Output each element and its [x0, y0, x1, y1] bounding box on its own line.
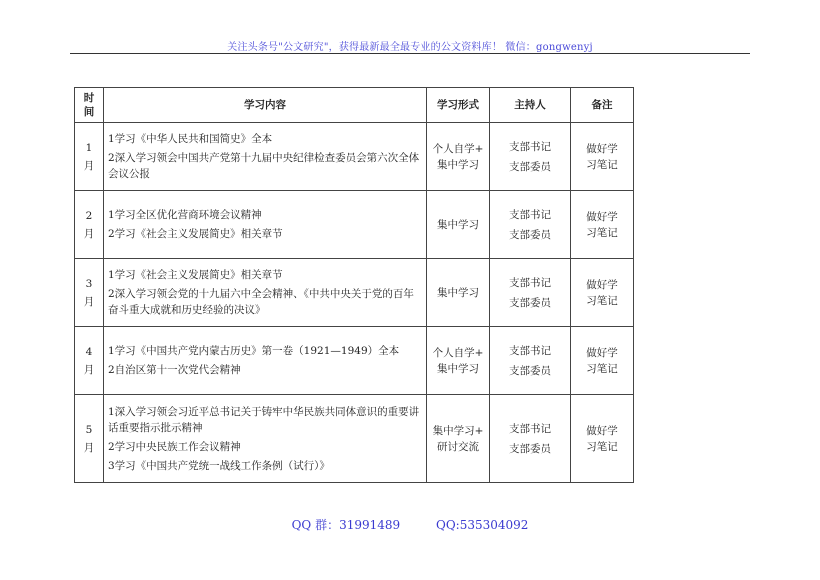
host-cell — [490, 259, 571, 327]
table-row — [75, 123, 634, 191]
header-host: 主持人 — [490, 88, 571, 123]
month-number: 2 — [85, 209, 93, 222]
header-content: 学习内容 — [104, 88, 427, 123]
month-unit: 月 — [83, 159, 95, 172]
form-line: 集中学习 — [437, 362, 479, 375]
form-line: 集中学习+ — [432, 424, 484, 437]
table-header-row — [75, 88, 634, 123]
month-unit: 月 — [83, 227, 95, 240]
month-number: 1 — [85, 141, 93, 154]
header-divider — [70, 53, 750, 54]
month-number: 5 — [85, 423, 93, 436]
host-line: 支部书记 — [509, 140, 551, 153]
content-cell — [104, 395, 427, 483]
content-item: 1学习《中国共产党内蒙古历史》第一卷（1921—1949）全本 — [108, 345, 400, 357]
note-line: 习笔记 — [586, 158, 618, 171]
month-cell — [75, 395, 104, 483]
header-banner: 关注头条号"公文研究"，获得最新最全最专业的公文资料库！ 微信：gongwenyj — [227, 42, 593, 53]
host-line: 支部书记 — [509, 422, 551, 435]
form-line: 个人自学+ — [432, 142, 484, 155]
table-row — [75, 191, 634, 259]
note-cell — [571, 395, 634, 483]
content-item: 1学习全区优化营商环境会议精神 — [108, 209, 262, 221]
form-line: 个人自学+ — [432, 346, 484, 359]
host-line: 支部委员 — [509, 228, 551, 241]
content-cell — [104, 259, 427, 327]
content-item: 1学习《社会主义发展简史》相关章节 — [108, 269, 283, 281]
note-line: 习笔记 — [586, 226, 618, 239]
form-line: 研讨交流 — [437, 440, 479, 453]
header-time — [75, 88, 104, 123]
host-cell — [490, 191, 571, 259]
study-schedule-table — [74, 87, 634, 483]
header-note: 备注 — [571, 88, 634, 123]
form-cell — [427, 191, 490, 259]
month-cell — [75, 123, 104, 191]
header-form: 学习形式 — [427, 88, 490, 123]
month-number: 3 — [85, 277, 93, 290]
content-item: 2深入学习领会党的十九届六中全会精神、《中共中央关于党的百年奋斗重大成就和历史经验的决议》 — [108, 288, 414, 316]
note-line: 习笔记 — [586, 294, 618, 307]
note-cell — [571, 123, 634, 191]
content-item: 2深入学习领会中国共产党第十九届中央纪律检查委员会第六次全体会议公报 — [108, 152, 420, 180]
note-line: 做好学 — [586, 210, 618, 223]
form-cell — [427, 327, 490, 395]
footer-contact — [0, 516, 820, 533]
month-cell — [75, 191, 104, 259]
content-cell — [104, 191, 427, 259]
note-line: 做好学 — [586, 278, 618, 291]
content-item: 3学习《中国共产党统一战线工作条例（试行）》 — [108, 459, 330, 472]
host-cell — [490, 123, 571, 191]
header-time-line2: 间 — [83, 106, 95, 118]
month-number: 4 — [85, 345, 93, 358]
month-cell — [75, 327, 104, 395]
note-cell — [571, 259, 634, 327]
host-cell — [490, 327, 571, 395]
header-time-line1: 时 — [83, 92, 95, 104]
note-line: 做好学 — [586, 424, 618, 437]
content-item: 1深入学习领会习近平总书记关于铸牢中华民族共同体意识的重要讲话重要指示批示精神 — [108, 405, 420, 434]
footer-qq-group: QQ 群：31991489 — [291, 518, 401, 532]
content-cell — [104, 123, 427, 191]
content-cell — [104, 327, 427, 395]
month-unit: 月 — [83, 363, 95, 376]
form-cell — [427, 123, 490, 191]
table-row — [75, 259, 634, 327]
host-line: 支部委员 — [509, 296, 551, 309]
form-cell — [427, 395, 490, 483]
content-item: 2学习中央民族工作会议精神 — [108, 440, 241, 453]
note-line: 做好学 — [586, 142, 618, 155]
note-line: 习笔记 — [586, 362, 618, 375]
form-line: 集中学习 — [437, 218, 479, 231]
host-line: 支部书记 — [509, 276, 551, 289]
form-cell — [427, 259, 490, 327]
host-line: 支部委员 — [509, 160, 551, 173]
host-line: 支部委员 — [509, 364, 551, 377]
host-line: 支部书记 — [509, 344, 551, 357]
form-line: 集中学习 — [437, 158, 479, 171]
note-line: 习笔记 — [586, 440, 618, 453]
month-cell — [75, 259, 104, 327]
host-line: 支部委员 — [509, 442, 551, 455]
note-cell — [571, 191, 634, 259]
month-unit: 月 — [83, 441, 95, 454]
host-cell — [490, 395, 571, 483]
footer-qq: QQ:535304092 — [435, 518, 529, 532]
table-row — [75, 395, 634, 483]
content-item: 2学习《社会主义发展简史》相关章节 — [108, 228, 283, 240]
note-cell — [571, 327, 634, 395]
content-item: 2自治区第十一次党代会精神 — [108, 364, 241, 376]
note-line: 做好学 — [586, 346, 618, 359]
content-item: 1学习《中华人民共和国简史》全本 — [108, 133, 273, 145]
form-line: 集中学习 — [437, 286, 479, 299]
month-unit: 月 — [83, 295, 95, 308]
table-row — [75, 327, 634, 395]
host-line: 支部书记 — [509, 208, 551, 221]
